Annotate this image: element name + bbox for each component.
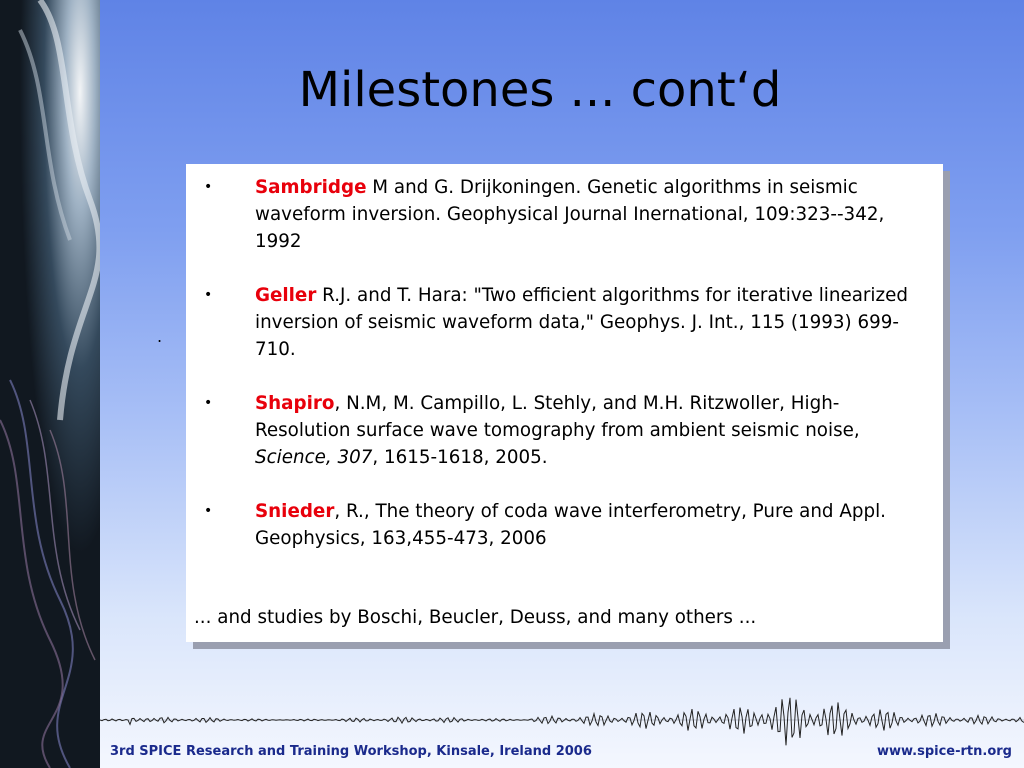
closing-line: ... and studies by Boschi, Beucler, Deuss, and many others ...: [194, 607, 757, 628]
reference-text: R.J. and T. Hara: "Two efficient algorithms for iterative linearized inversion of seismic waveform data," Geophys. J. Int., 115 (1993) 699-710.: [255, 285, 908, 360]
bullet-icon: •: [204, 287, 213, 303]
bullet-icon: •: [204, 503, 213, 519]
references-box: [186, 164, 943, 642]
reference-text: , R., The theory of coda wave interferometry, Pure and Appl. Geophysics, 163,455-473, 2006: [255, 501, 886, 549]
bullet-icon: •: [204, 179, 213, 195]
earth-globe-graphic: [0, 0, 100, 768]
reference-tail: , 1615-1618, 2005.: [372, 447, 548, 468]
reference-author: Snieder: [255, 501, 335, 522]
slide-title: Milestones ... cont‘d: [298, 62, 782, 118]
seismogram-trace: [100, 698, 1024, 746]
reference-item-shapiro: [196, 390, 933, 471]
reference-author: Sambridge: [255, 177, 367, 198]
stray-mark: .: [157, 327, 163, 346]
bullet-icon: •: [204, 395, 213, 411]
reference-journal: Science, 307: [255, 447, 373, 468]
reference-item-snieder: [196, 498, 933, 552]
reference-item-sambridge: [196, 174, 933, 255]
reference-author: Geller: [255, 285, 317, 306]
reference-text: M and G. Drijkoningen. Genetic algorithms in seismic waveform inversion. Geophysical Journal Inernational, 109:323--342, 1992: [255, 177, 885, 252]
reference-author: Shapiro: [255, 393, 335, 414]
earth-image-strip: [0, 0, 100, 768]
reference-item-geller: [196, 282, 933, 363]
footer-workshop-text: 3rd SPICE Research and Training Workshop, Kinsale, Ireland 2006: [110, 744, 592, 759]
footer-website-link[interactable]: www.spice-rtn.org: [876, 744, 1012, 759]
reference-text: , N.M, M. Campillo, L. Stehly, and M.H. Ritzwoller, High-Resolution surface wave tomography from ambient seismic noise,: [255, 393, 860, 441]
